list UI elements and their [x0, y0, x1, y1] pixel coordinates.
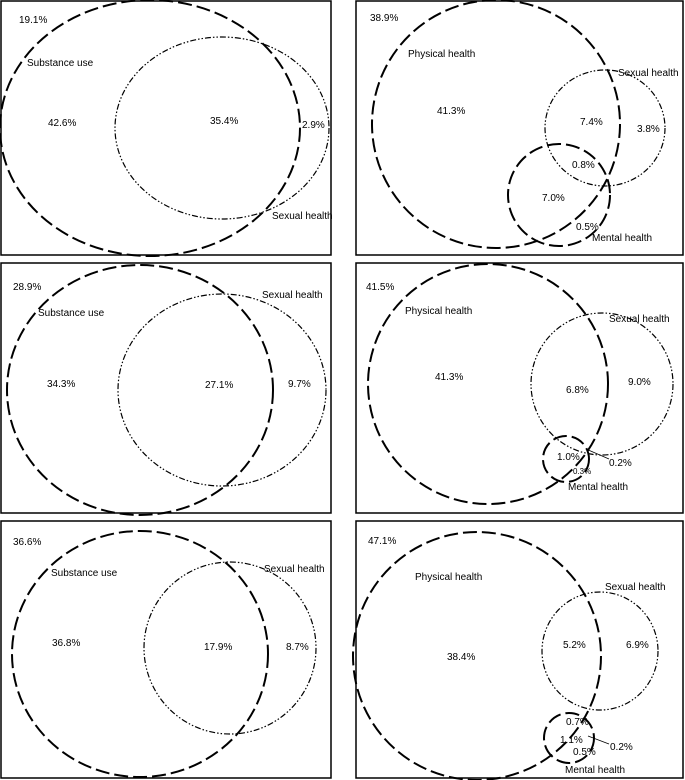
panel-4-value-ac: 1.0%: [557, 452, 580, 463]
panel-5-label-substance-use: Substance use: [51, 568, 118, 579]
panel-2-value-ac: 7.0%: [542, 193, 565, 204]
panel-3-value-b-only: 9.7%: [288, 379, 311, 390]
panel-1-value-a-only: 42.6%: [48, 118, 77, 129]
panel-1-value-b-only: 2.9%: [302, 120, 325, 131]
panel-1-substance-use-circle: [0, 0, 300, 256]
panel-2-value-c-only: 0.5%: [576, 222, 599, 233]
panel-6-leader-line: [588, 736, 609, 744]
panel-3-label-substance-use: Substance use: [38, 308, 105, 319]
panel-1-corner-value: 19.1%: [19, 15, 48, 26]
panel-2-value-a-only: 41.3%: [437, 106, 466, 117]
panel-6-value-ab: 5.2%: [563, 640, 586, 651]
panel-6-label-physical-health: Physical health: [415, 572, 483, 583]
panel-6-label-sexual-health: Sexual health: [605, 582, 666, 593]
panel-4-label-sexual-health: Sexual health: [609, 314, 670, 325]
panel-2-value-abc: 0.8%: [572, 160, 595, 171]
panel-4-value-b-only: 9.0%: [628, 377, 651, 388]
venn-panel-3: [1, 263, 331, 515]
panel-5-value-ab: 17.9%: [204, 642, 233, 653]
panel-4-corner-value: 41.5%: [366, 282, 395, 293]
panel-1-sexual-health-circle: [115, 37, 329, 219]
panel-6-value-b-only: 6.9%: [626, 640, 649, 651]
panel-6-value-ac: 1.1%: [560, 735, 583, 746]
venn-panel-1: [0, 0, 333, 256]
panel-4-sexual-health-circle: [531, 313, 673, 455]
panel-3-value-a-only: 34.3%: [47, 379, 76, 390]
panel-2-value-ab: 7.4%: [580, 117, 603, 128]
panel-2-corner-value: 38.9%: [370, 13, 399, 24]
panel-2-label-sexual-health: Sexual health: [618, 68, 679, 79]
panel-2-label-mental-health: Mental health: [592, 233, 653, 244]
venn-panel-2: [356, 0, 683, 255]
panel-6-corner-value: 47.1%: [368, 536, 397, 547]
panel-2-value-b-only: 3.8%: [637, 124, 660, 135]
panel-1-value-ab: 35.4%: [210, 116, 239, 127]
panel-4-value-bc: 0.2%: [609, 458, 632, 469]
panel-3-corner-value: 28.9%: [13, 282, 42, 293]
panel-6-value-bc: 0.2%: [610, 742, 633, 753]
panel-4-value-a-only: 41.3%: [435, 372, 464, 383]
panel-5-value-b-only: 8.7%: [286, 642, 309, 653]
venn-panel-5: [1, 521, 331, 778]
panel-2-label-physical-health: Physical health: [408, 49, 476, 60]
panel-4-value-c-only: 0.3%: [573, 467, 592, 476]
panel-6-label-mental-health: Mental health: [565, 765, 626, 776]
venn-panel-4: [356, 263, 683, 513]
venn-panel-6: [353, 521, 683, 780]
panel-5-frame: [1, 521, 331, 778]
panel-3-value-ab: 27.1%: [205, 380, 234, 391]
panel-4-value-ab: 6.8%: [566, 385, 589, 396]
panel-3-label-sexual-health: Sexual health: [262, 290, 323, 301]
panel-6-value-abc: 0.7%: [566, 717, 589, 728]
panel-6-value-c-only: 0.5%: [573, 747, 596, 758]
panel-6-value-a-only: 38.4%: [447, 652, 476, 663]
panel-5-corner-value: 36.6%: [13, 537, 42, 548]
panel-4-physical-health-circle: [368, 264, 608, 504]
panel-4-frame: [356, 263, 683, 513]
panel-1-label-sexual-health: Sexual health: [272, 211, 333, 222]
panel-1-label-substance-use: Substance use: [27, 58, 94, 69]
panel-4-label-physical-health: Physical health: [405, 306, 473, 317]
panel-5-value-a-only: 36.8%: [52, 638, 81, 649]
panel-5-label-sexual-health: Sexual health: [264, 564, 325, 575]
panel-4-label-mental-health: Mental health: [568, 482, 629, 493]
